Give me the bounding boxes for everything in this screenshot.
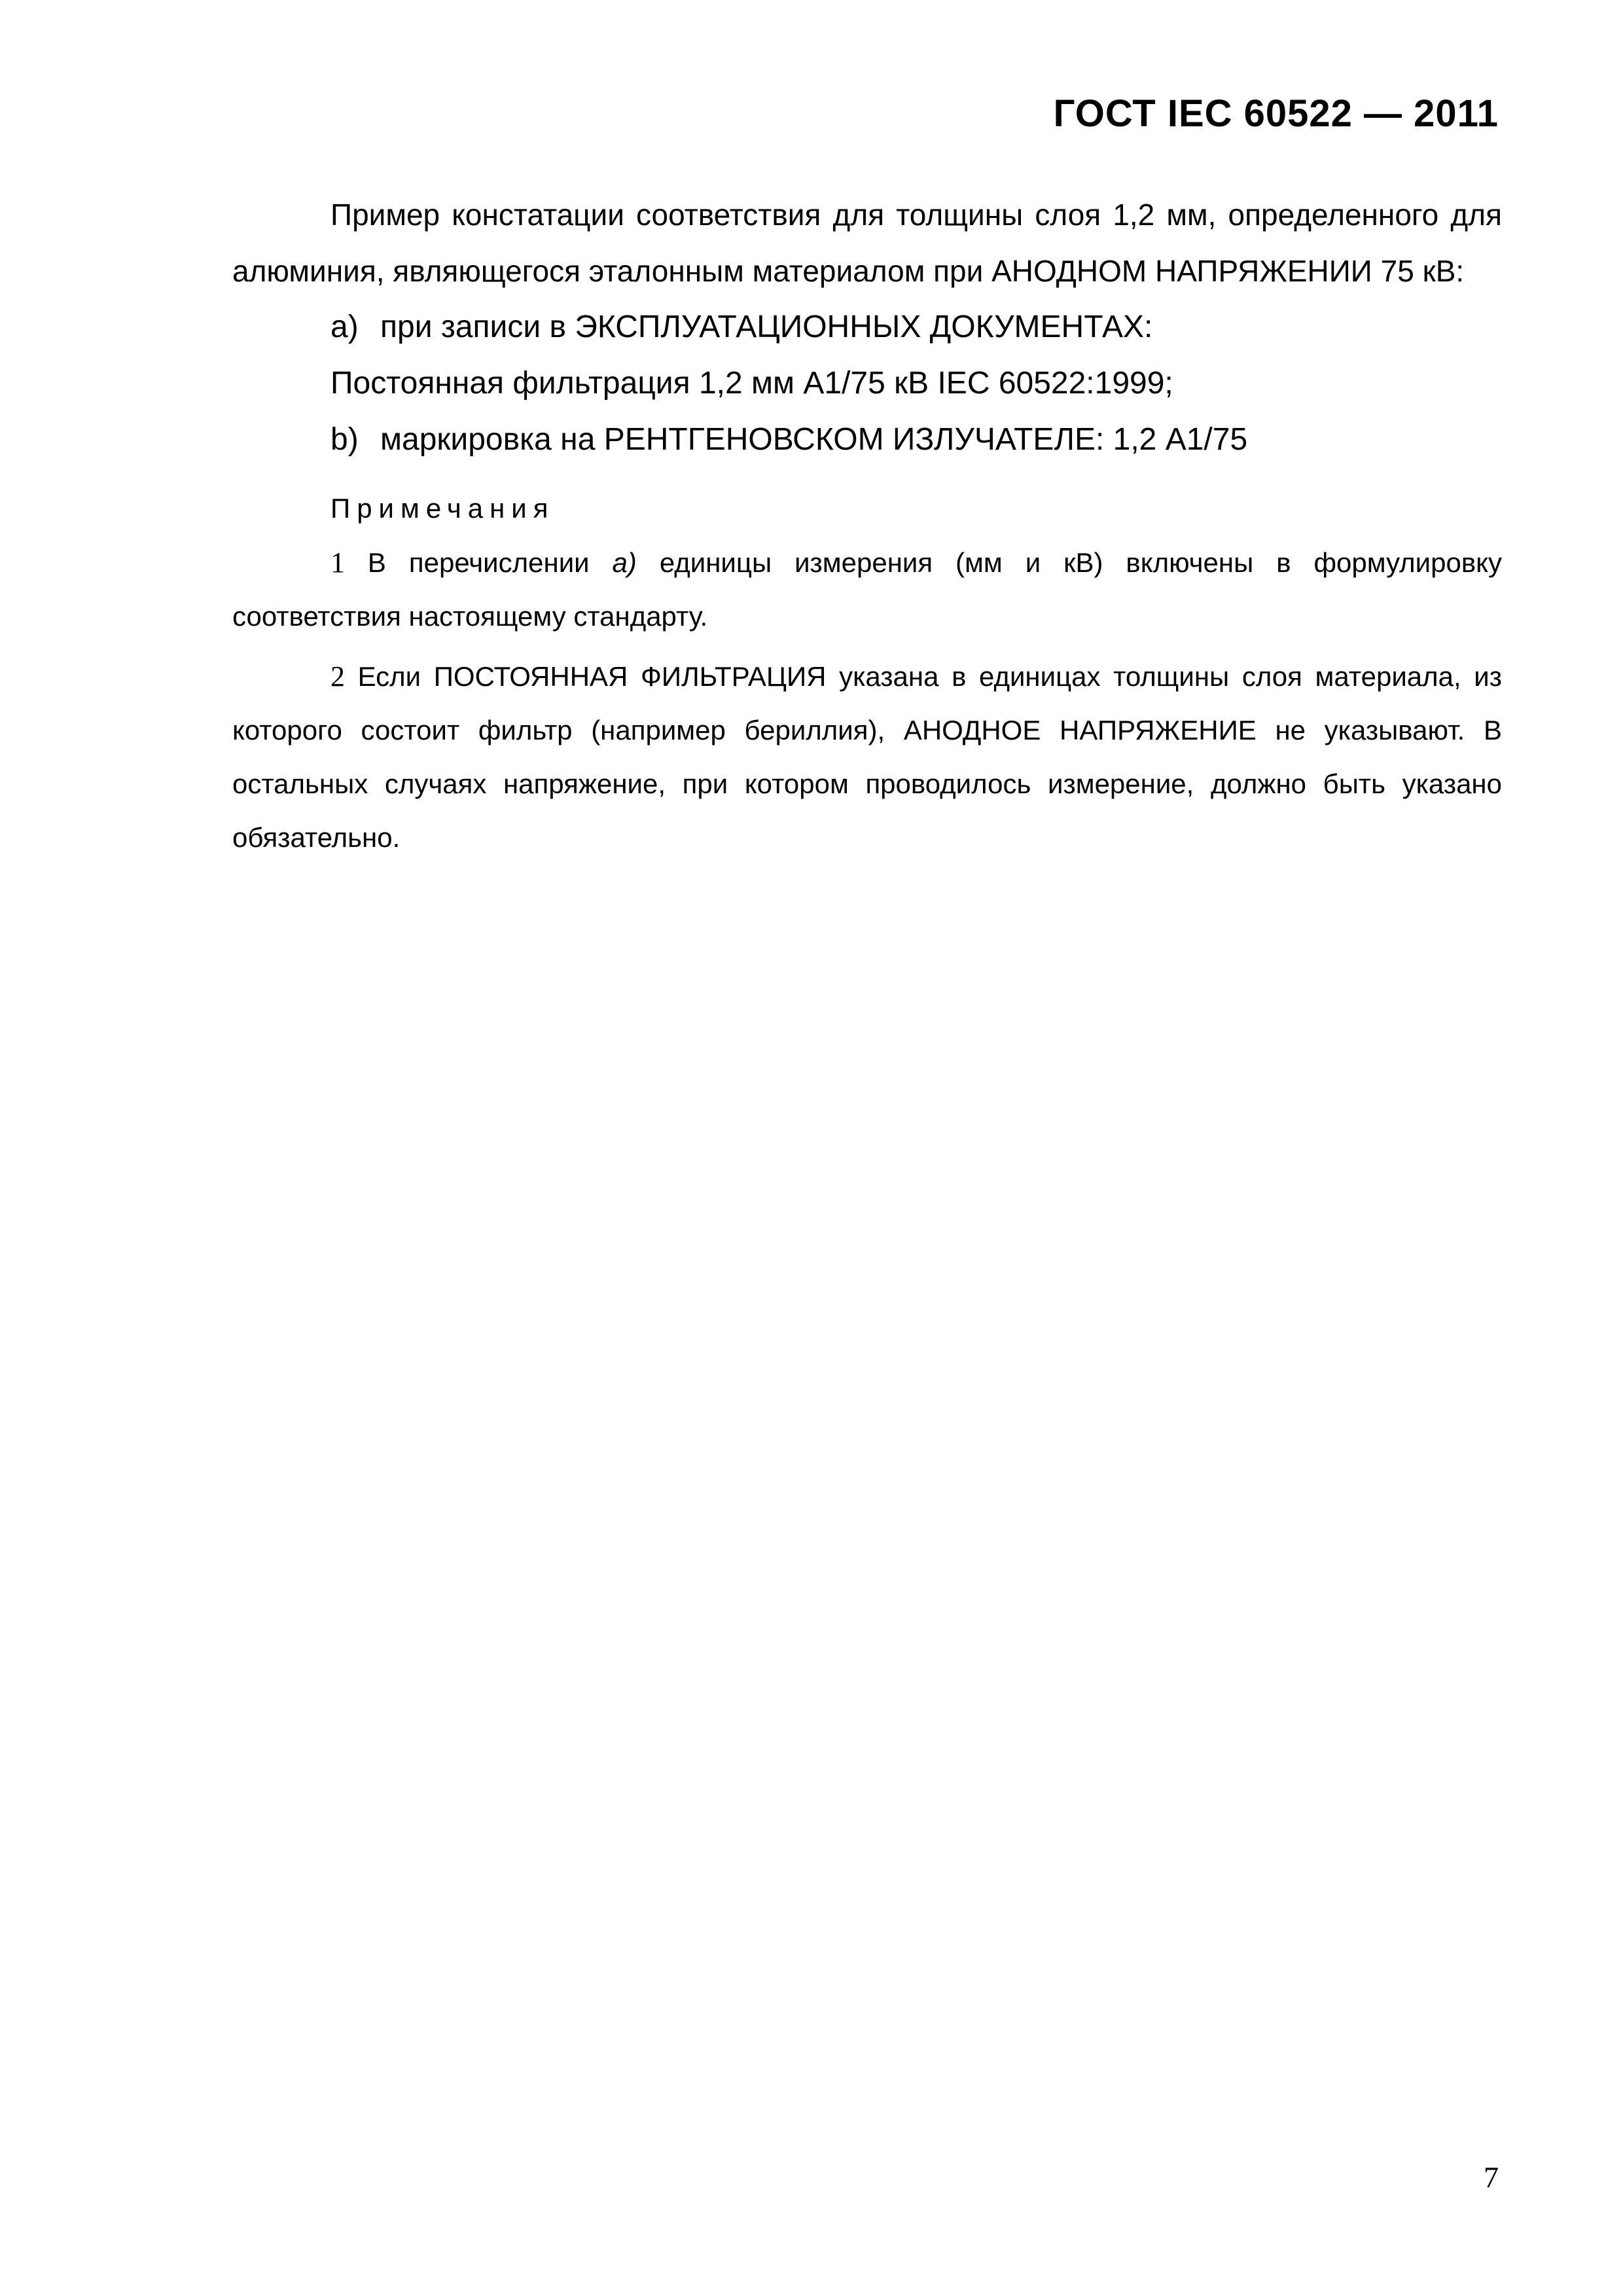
- list-item-b-text: маркировка на РЕНТГЕНОВСКОМ ИЗЛУЧАТЕЛЕ: 1,2 А1/75: [380, 422, 1248, 457]
- note-1-text-after: единицы измерения (мм и кВ) включены в формулировку соответствия настоящему стандарту.: [232, 547, 1502, 632]
- list-item-a-text: при записи в ЭКСПЛУАТАЦИОННЫХ ДОКУМЕНТАХ:: [380, 310, 1153, 344]
- note-1: [232, 536, 1502, 643]
- list-item-b: [232, 412, 1502, 468]
- note-1-number: 1: [330, 547, 345, 579]
- note-1-text-before: В перечислении: [345, 547, 613, 578]
- notes-title: Примечания: [330, 493, 555, 524]
- list-marker-b: b): [330, 422, 359, 457]
- document-header: ГОСТ IEC 60522 — 2011: [1053, 92, 1499, 135]
- note-2: [232, 650, 1502, 865]
- filtration-line: Постоянная фильтрация 1,2 мм А1/75 кВ IEC 60522:1999;: [330, 366, 1173, 401]
- note-2-text: Если ПОСТОЯННАЯ ФИЛЬТРАЦИЯ указана в единицах толщины слоя материала, из которого состоит фильтр (например бериллия), АНОДНОЕ НАПРЯЖЕНИЕ не указывают. В остальных случаях напряжение, при котором проводилось измерение, должно быть указано обязательно.: [232, 661, 1502, 853]
- list-item-a: [232, 299, 1502, 355]
- intro-paragraph: Пример констатации соответствия для толщины слоя 1,2 мм, определенного для алюминия, являющегося эталонным материалом при АНОДНОМ НАПРЯЖЕНИИ 75 кВ:: [232, 198, 1502, 288]
- list-marker-a: a): [330, 310, 359, 344]
- note-2-number: 2: [330, 660, 345, 692]
- page-content: [232, 187, 1502, 865]
- page-number: 7: [1484, 2161, 1499, 2194]
- note-1-reference: а): [612, 547, 637, 578]
